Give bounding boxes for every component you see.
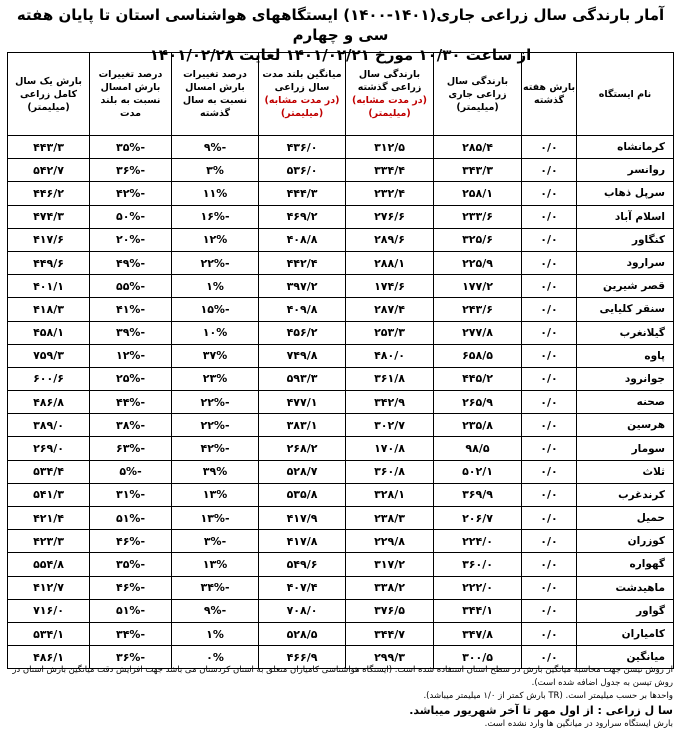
change-last-cell: -۲۲% [172,251,259,274]
station-cell: ماهیدشت [577,576,674,599]
week-cell: ۰/۰ [522,646,577,669]
current-cell: ۲۲۵/۹ [434,251,522,274]
footnotes [7,664,673,731]
last-year-cell: ۲۸۷/۴ [346,298,434,321]
last-year-cell: ۳۴۲/۹ [346,391,434,414]
last-year-cell: ۲۸۸/۱ [346,251,434,274]
header-last-year-main: بارندگی سال زراعی گذشته [357,69,422,93]
table-row [8,414,674,437]
full-year-cell: ۴۰۱/۱ [8,275,90,298]
change-long-cell: -۴۴% [90,391,172,414]
long-term-cell: ۳۹۷/۲ [259,275,346,298]
full-year-cell: ۶۰۰/۶ [8,367,90,390]
week-cell: ۰/۰ [522,321,577,344]
station-cell: صحنه [577,391,674,414]
change-last-cell: -۹% [172,136,259,159]
full-year-cell: ۴۷۴/۳ [8,205,90,228]
table-body [8,136,674,669]
week-cell: ۰/۰ [522,298,577,321]
change-last-cell: ۱% [172,622,259,645]
change-last-cell: -۹% [172,599,259,622]
change-last-cell: ۱۰% [172,321,259,344]
change-long-cell: -۳۴% [90,622,172,645]
week-cell: ۰/۰ [522,576,577,599]
week-cell: ۰/۰ [522,599,577,622]
header-change-long: درصد تغییرات بارش امسال نسبت به بلند مدت [90,53,172,136]
full-year-cell: ۴۱۸/۳ [8,298,90,321]
station-cell: کامیاران [577,622,674,645]
change-long-cell: -۳۵% [90,553,172,576]
change-last-cell: ۳۷% [172,344,259,367]
station-cell: هرسین [577,414,674,437]
current-cell: ۳۶۰/۰ [434,553,522,576]
current-cell: ۲۸۵/۴ [434,136,522,159]
station-cell: حمیل [577,507,674,530]
week-cell: ۰/۰ [522,228,577,251]
current-cell: ۲۴۳/۶ [434,298,522,321]
table-row [8,205,674,228]
header-full-year: بارش یک سال کامل زراعی (میلیمتر) [8,53,90,136]
current-cell: ۲۷۷/۸ [434,321,522,344]
current-cell: ۳۴۴/۱ [434,599,522,622]
change-long-cell: -۲۰% [90,228,172,251]
footnote: واحدها بر حسب میلیمتر است. (TR بارش کمتر از ۱/۰ میلیمتر میباشد). [423,691,673,701]
table-row [8,553,674,576]
table-row [8,507,674,530]
full-year-cell: ۷۵۹/۳ [8,344,90,367]
last-year-cell: ۴۸۰/۰ [346,344,434,367]
change-last-cell: ۳% [172,159,259,182]
station-cell: اسلام آباد [577,205,674,228]
header-last-year [346,53,434,136]
last-year-cell: ۱۷۴/۶ [346,275,434,298]
change-long-cell: -۴۱% [90,298,172,321]
title-line-2: از ساعت ۱۰/۳۰ مورخ ۱۴۰۱/۰۲/۲۱ لغایت ۱۴۰۱/۰۲/۲۸ [149,46,532,64]
last-year-cell: ۲۸۹/۶ [346,228,434,251]
week-cell: ۰/۰ [522,460,577,483]
last-year-cell: ۳۶۱/۸ [346,367,434,390]
last-year-cell: ۲۵۳/۳ [346,321,434,344]
station-cell: گیلانغرب [577,321,674,344]
last-year-cell: ۲۷۶/۶ [346,205,434,228]
change-last-cell: -۲۲% [172,414,259,437]
change-long-cell: -۵۵% [90,275,172,298]
current-cell: ۲۰۶/۷ [434,507,522,530]
change-last-cell: -۱۶% [172,205,259,228]
full-year-cell: ۴۲۱/۴ [8,507,90,530]
change-last-cell: ۱۱% [172,182,259,205]
station-cell: سرپل ذهاب [577,182,674,205]
current-cell: ۵۰۲/۱ [434,460,522,483]
header-change-last: درصد تغییرات بارش امسال نسبت به سال گذشته [172,53,259,136]
long-term-cell: ۴۶۹/۲ [259,205,346,228]
current-cell: ۴۴۵/۲ [434,367,522,390]
last-year-cell: ۳۶۰/۸ [346,460,434,483]
long-term-cell: ۴۱۷/۸ [259,530,346,553]
long-term-cell: ۵۲۸/۵ [259,622,346,645]
change-long-cell: -۲۵% [90,367,172,390]
change-long-cell: -۵۰% [90,205,172,228]
last-year-cell: ۲۲۹/۸ [346,530,434,553]
rainfall-table [7,52,674,669]
station-cell: جوانرود [577,367,674,390]
week-cell: ۰/۰ [522,251,577,274]
full-year-cell: ۴۵۸/۱ [8,321,90,344]
change-last-cell: ۱۲% [172,228,259,251]
table-row [8,483,674,506]
station-cell: سنقر کلیایی [577,298,674,321]
last-year-cell: ۳۴۴/۷ [346,622,434,645]
long-term-cell: ۷۰۸/۰ [259,599,346,622]
full-year-cell: ۳۸۹/۰ [8,414,90,437]
table-row [8,530,674,553]
change-long-cell: -۴۶% [90,530,172,553]
change-long-cell: -۴۲% [90,182,172,205]
long-term-cell: ۴۷۷/۱ [259,391,346,414]
station-cell: سرارود [577,251,674,274]
table-row [8,182,674,205]
table-row [8,599,674,622]
change-long-cell: -۳۶% [90,646,172,669]
long-term-cell: ۴۱۷/۹ [259,507,346,530]
long-term-cell: ۵۳۶/۰ [259,159,346,182]
table-row [8,275,674,298]
change-long-cell: -۳۸% [90,414,172,437]
header-row [8,53,674,136]
long-term-cell: ۴۴۴/۳ [259,182,346,205]
current-cell: ۲۲۲/۰ [434,576,522,599]
full-year-cell: ۵۴۲/۷ [8,159,90,182]
long-term-cell: ۴۴۲/۴ [259,251,346,274]
change-long-cell: -۳۹% [90,321,172,344]
last-year-cell: ۳۷۶/۵ [346,599,434,622]
change-last-cell: -۴۲% [172,437,259,460]
table-row [8,159,674,182]
station-cell: گواور [577,599,674,622]
change-long-cell: -۴۶% [90,576,172,599]
footnote: از روش تیسن جهت محاسبه میانگین بارش در سطح استان استفاده شده است. (ایستگاه هواشناسی کامیاران متعلق به استان کردستان می باشد جهت افزایش دقت میانگین بارش استان در روش تیسن به جدول اضافه شده است). [12,665,673,688]
change-last-cell: -۱۵% [172,298,259,321]
full-year-cell: ۴۸۶/۱ [8,646,90,669]
current-cell: ۱۷۷/۲ [434,275,522,298]
table-row [8,437,674,460]
station-cell: کوزران [577,530,674,553]
station-cell: کرندغرب [577,483,674,506]
table-row [8,251,674,274]
change-last-cell: -۲۲% [172,391,259,414]
station-cell: پاوه [577,344,674,367]
week-cell: ۰/۰ [522,136,577,159]
current-cell: ۳۴۳/۳ [434,159,522,182]
week-cell: ۰/۰ [522,414,577,437]
change-long-cell: -۵۱% [90,507,172,530]
week-cell: ۰/۰ [522,507,577,530]
change-long-cell: -۳۶% [90,159,172,182]
station-cell: کنگاور [577,228,674,251]
long-term-cell: ۴۰۸/۸ [259,228,346,251]
table-row [8,344,674,367]
week-cell: ۰/۰ [522,159,577,182]
change-last-cell: ۲۳% [172,367,259,390]
long-term-cell: ۵۲۸/۷ [259,460,346,483]
current-cell: ۳۴۷/۸ [434,622,522,645]
current-cell: ۲۵۸/۱ [434,182,522,205]
change-last-cell: ۱۳% [172,483,259,506]
current-cell: ۲۶۵/۹ [434,391,522,414]
long-term-cell: ۵۳۵/۸ [259,483,346,506]
long-term-cell: ۴۶۶/۹ [259,646,346,669]
current-cell: ۲۲۴/۰ [434,530,522,553]
long-term-cell: ۳۸۳/۱ [259,414,346,437]
last-year-cell: ۳۲۸/۱ [346,483,434,506]
current-cell: ۶۵۸/۵ [434,344,522,367]
table-row [8,576,674,599]
change-long-cell: -۵% [90,460,172,483]
week-cell: ۰/۰ [522,530,577,553]
week-cell: ۰/۰ [522,553,577,576]
last-year-cell: ۳۱۷/۲ [346,553,434,576]
change-last-cell: ۰% [172,646,259,669]
long-term-cell: ۴۰۹/۸ [259,298,346,321]
full-year-cell: ۵۳۴/۱ [8,622,90,645]
last-year-cell: ۱۷۰/۸ [346,437,434,460]
header-station: نام ایستگاه [577,53,674,136]
current-cell: ۳۰۰/۵ [434,646,522,669]
full-year-cell: ۴۸۶/۸ [8,391,90,414]
change-last-cell: ۱۳% [172,553,259,576]
long-term-cell: ۵۹۳/۳ [259,367,346,390]
full-year-cell: ۴۱۷/۶ [8,228,90,251]
table-row [8,460,674,483]
change-long-cell: -۳۵% [90,136,172,159]
full-year-cell: ۷۱۶/۰ [8,599,90,622]
station-cell: کرمانشاه [577,136,674,159]
last-year-cell: ۲۹۹/۳ [346,646,434,669]
current-cell: ۲۳۵/۸ [434,414,522,437]
header-long-term-red: (در مدت مشابه) (میلیمتر) [264,95,340,119]
change-long-cell: -۱۲% [90,344,172,367]
change-last-cell: -۱۳% [172,507,259,530]
week-cell: ۰/۰ [522,391,577,414]
long-term-cell: ۵۴۹/۶ [259,553,346,576]
full-year-cell: ۴۴۹/۶ [8,251,90,274]
last-year-cell: ۳۰۲/۷ [346,414,434,437]
long-term-cell: ۴۵۶/۲ [259,321,346,344]
station-cell: سومار [577,437,674,460]
table-row [8,298,674,321]
last-year-cell: ۳۱۲/۵ [346,136,434,159]
footnote: سا ل زراعی : از اول مهر تا آخر شهریور میباشد. [409,704,673,717]
table-row [8,321,674,344]
full-year-cell: ۴۱۲/۷ [8,576,90,599]
change-long-cell: -۵۱% [90,599,172,622]
long-term-cell: ۷۴۹/۸ [259,344,346,367]
long-term-cell: ۴۰۷/۴ [259,576,346,599]
header-week: بارش هفته گذشته [522,53,577,136]
full-year-cell: ۴۴۶/۲ [8,182,90,205]
week-cell: ۰/۰ [522,483,577,506]
last-year-cell: ۳۳۸/۲ [346,576,434,599]
change-long-cell: -۴۹% [90,251,172,274]
table-row [8,391,674,414]
table-row [8,367,674,390]
long-term-cell: ۴۳۶/۰ [259,136,346,159]
full-year-cell: ۴۲۳/۳ [8,530,90,553]
current-cell: ۲۳۳/۶ [434,205,522,228]
table-row [8,228,674,251]
station-cell: گهواره [577,553,674,576]
station-cell: میانگین [577,646,674,669]
title-line-1: آمار بارندگی سال زراعی جاری(۱۴۰۱-۱۴۰۰) ایستگاههای هواشناسی استان تا پایان هفته سی و چهارم [16,6,665,44]
full-year-cell: ۴۴۳/۳ [8,136,90,159]
change-last-cell: ۳۹% [172,460,259,483]
header-current: بارندگی سال زراعی جاری (میلیمتر) [434,53,522,136]
full-year-cell: ۲۶۹/۰ [8,437,90,460]
header-long-term-main: میانگین بلند مدت سال زراعی [262,69,342,93]
station-cell: روانسر [577,159,674,182]
header-last-year-red: (در مدت مشابه) (میلیمتر) [351,95,427,119]
change-long-cell: -۳۱% [90,483,172,506]
last-year-cell: ۳۳۴/۴ [346,159,434,182]
station-cell: ثلاث [577,460,674,483]
current-cell: ۳۲۵/۶ [434,228,522,251]
week-cell: ۰/۰ [522,622,577,645]
week-cell: ۰/۰ [522,344,577,367]
week-cell: ۰/۰ [522,205,577,228]
current-cell: ۳۶۹/۹ [434,483,522,506]
full-year-cell: ۵۵۴/۸ [8,553,90,576]
change-long-cell: -۶۳% [90,437,172,460]
header-long-term [259,53,346,136]
change-last-cell: ۱% [172,275,259,298]
last-year-cell: ۲۳۸/۳ [346,507,434,530]
footnote: بارش ایستگاه سرارود در میانگین ها وارد نشده است. [484,719,673,729]
long-term-cell: ۲۶۸/۲ [259,437,346,460]
week-cell: ۰/۰ [522,367,577,390]
change-last-cell: -۳۴% [172,576,259,599]
table-row [8,622,674,645]
station-cell: قصر شیرین [577,275,674,298]
full-year-cell: ۵۳۴/۴ [8,460,90,483]
change-last-cell: -۳% [172,530,259,553]
week-cell: ۰/۰ [522,182,577,205]
last-year-cell: ۲۳۲/۴ [346,182,434,205]
full-year-cell: ۵۴۱/۳ [8,483,90,506]
current-cell: ۹۸/۵ [434,437,522,460]
table-row [8,136,674,159]
week-cell: ۰/۰ [522,275,577,298]
week-cell: ۰/۰ [522,437,577,460]
